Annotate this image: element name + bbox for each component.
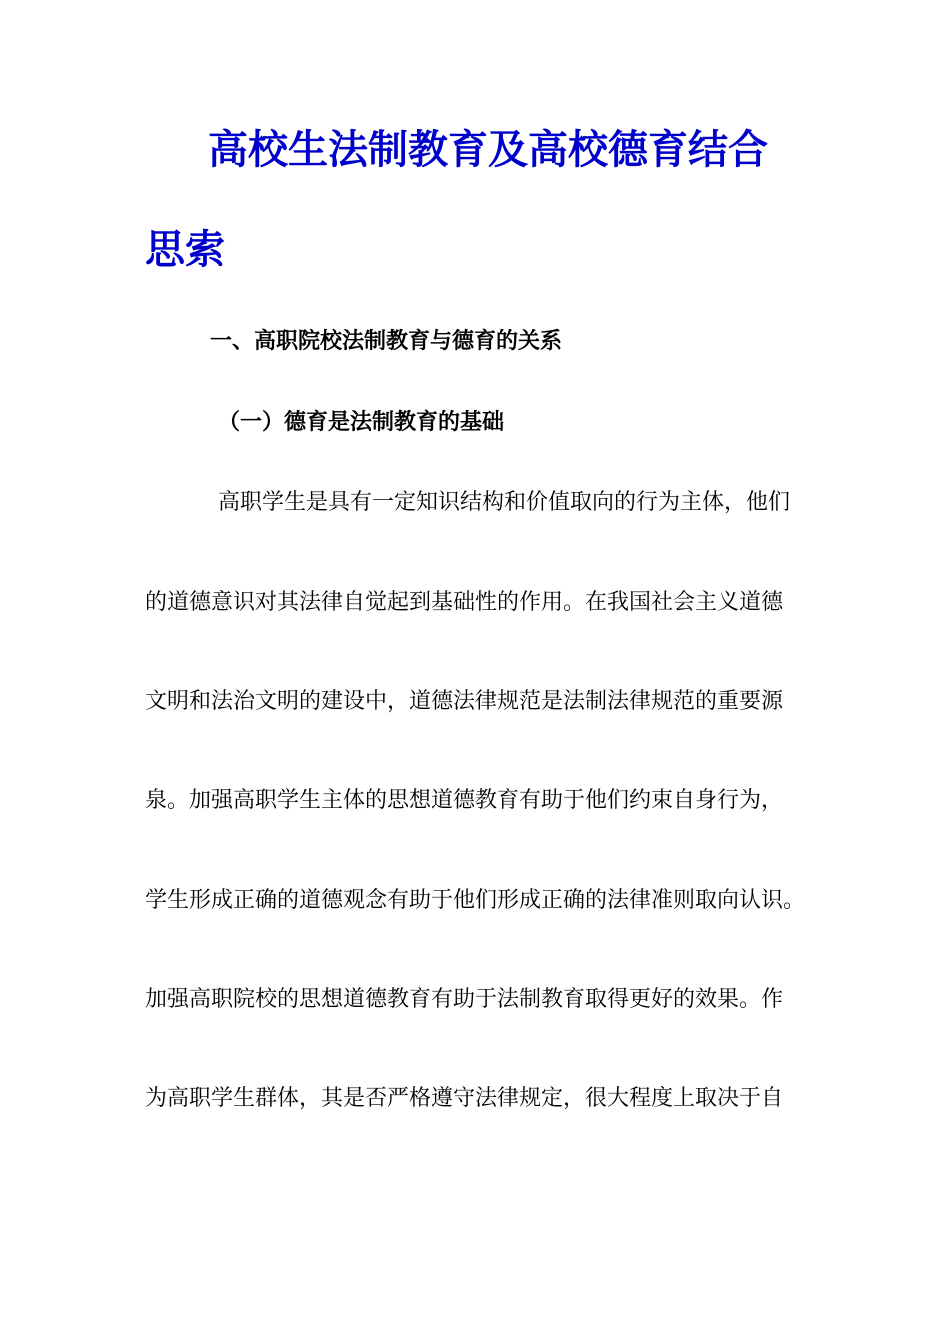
- body-line-4: 泉。加强高职学生主体的思想道德教育有助于他们约束自身行为，: [145, 788, 784, 813]
- body-line-3: 文明和法治文明的建设中，道德法律规范是法制法律规范的重要源: [145, 689, 784, 714]
- body-line-6: 加强高职院校的思想道德教育有助于法制教育取得更好的效果。作: [145, 987, 784, 1012]
- document-title-line-2: 思索: [145, 226, 225, 273]
- document-title-line-1: 高校生法制教育及高校德育结合: [208, 126, 768, 173]
- body-line-7: 为高职学生群体，其是否严格遵守法律规定，很大程度上取决于自: [145, 1086, 784, 1111]
- body-line-2: 的道德意识对其法律自觉起到基础性的作用。在我国社会主义道德: [145, 590, 784, 615]
- body-line-1: 高职学生是具有一定知识结构和价值取向的行为主体，他们: [218, 490, 791, 515]
- body-line-5: 学生形成正确的道德观念有助于他们形成正确的法律准则取向认识。: [145, 888, 806, 913]
- subsection-heading: （一）德育是法制教育的基础: [218, 410, 505, 435]
- section-heading: 一、高职院校法制教育与德育的关系: [210, 329, 563, 354]
